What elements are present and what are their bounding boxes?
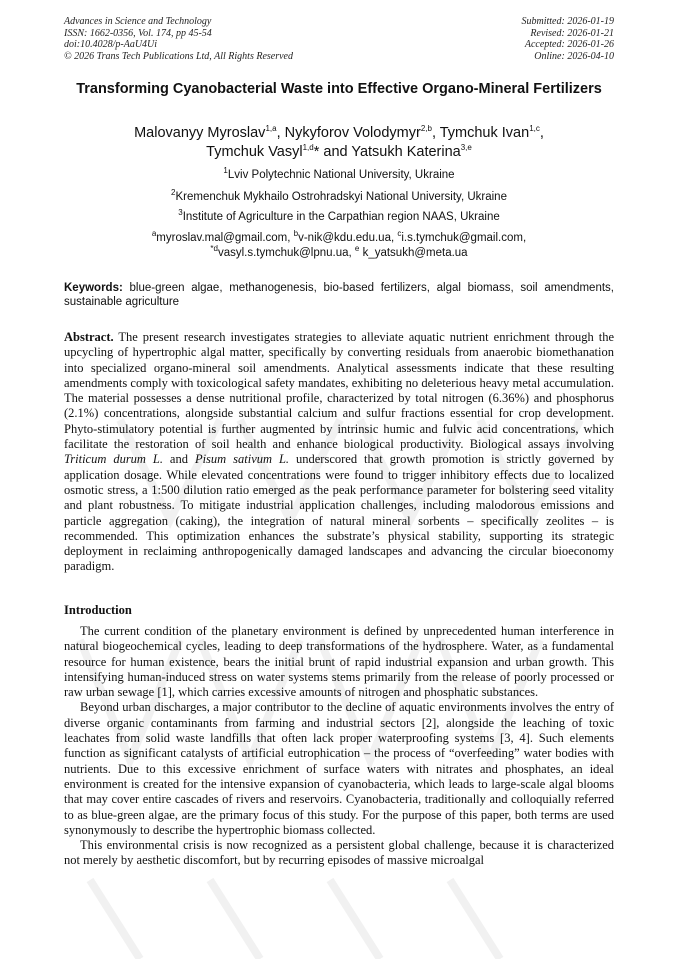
doi-line: doi:10.4028/p-AaU4Ui (64, 39, 158, 50)
abstract-block (64, 330, 614, 575)
affiliation-text: Lviv Polytechnic National University, Ukraine (227, 169, 455, 181)
email-mark: e (354, 244, 360, 254)
affiliation-number: 1 (223, 166, 228, 176)
author-name: Malovanyy Myroslav (134, 125, 266, 141)
paper-title: Transforming Cyanobacterial Waste into Effective Organo-Mineral Fertilizers (76, 81, 602, 97)
email-address[interactable]: k_yatsukh@meta.ua (359, 247, 468, 259)
affiliation (64, 190, 614, 204)
abstract-text: underscored that growth promotion is strictly governed by application dosage. While elevated concentrations were found to trigger inhibitory effects due to localized osmotic stress, a 1:500 dilution ratio emerged as the peak performance parameter for bolstering seed vitality and plant robustness. To mitigate industrial application challenges, including malodorous emissions and particle aggregation (caking), the integration of natural mineral sorbents – specifically zeolites – is recommended. This optimization enhances the substrate’s physical stability, supporting its strategic deployment in reclaiming anthropogenically damaged landscapes and advancing the circular bioeconomy paradigm. (64, 452, 614, 574)
keywords-text: blue-green algae, methanogenesis, bio-based fertilizers, algal biomass, soil amendments, sustainable agriculture (64, 282, 614, 308)
author-affiliation-mark: 1,c (529, 124, 540, 134)
email-mark: c (397, 229, 402, 239)
affiliation-number: 3 (178, 208, 183, 218)
author-separator: , (431, 125, 440, 141)
author-affiliation-mark: 1,d (302, 143, 314, 153)
journal-info (64, 16, 293, 62)
abstract-text: The present research investigates strategies to alleviate aquatic nutrient enrichment through the upcycling of hypertrophic algal matter, specifically by converting residuals from anaerobic biomethanation into specialized organo-mineral soil amendments. Analytical assessments indicate that these resulting amendments comply with toxicological safety mandates, exhibiting no deleterious heavy metal accumulation. The material possesses a dense nutritional profile, characterized by total nitrogen (6.36%) and phosphorus (2.1%) concentrations, alongside substantial calcium and sulfur fractions essential for crop development. Phyto-stimulatory potential is further augmented by intrinsic humic and fulvic acid concentrations, which facilitate the restoration of soil health and enhance biological productivity. Biological assays involving (64, 330, 614, 452)
author-list (64, 124, 614, 162)
author-separator: , (539, 125, 544, 141)
affiliation-number: 2 (171, 188, 176, 198)
author-affiliation-mark: 1,a (265, 124, 277, 134)
author-name: Yatsukh Katerina (351, 144, 461, 160)
copyright-line: © 2026 Trans Tech Publications Ltd, All Rights Reserved (64, 50, 293, 62)
body-paragraph: Beyond urban discharges, a major contributor to the decline of aquatic environments involves the entry of diverse organic contaminants from farming and industrial sectors [2], alongside the leaching of toxic leachates from solid waste landfills that often lack proper waterproofing systems [3, 4]. Such elements function as significant catalysts of artificial eutrophication – the process of “overfeeding” water bodies with nutrients. Due to this excessive enrichment of surface waters with nitrates and phosphates, an ideal environment is created for the intensive expansion of cyanobacteria, which leads to large-scale algal blooms that may cover entire cascades of rivers and reservoirs. Cyanobacteria, traditionally and colloquially referred to as blue-green algae, are the primary focus of this study. For the purpose of this paper, both terms are used synonymously to describe the hypertrophic biomass collected. (64, 700, 614, 837)
keywords-label: Keywords: (64, 282, 123, 294)
email-address[interactable]: vasyl.s.tymchuk@lpnu.ua, (217, 247, 355, 259)
publication-dates (522, 16, 615, 62)
accepted-date: Accepted: 2026-01-26 (524, 39, 614, 50)
email-address[interactable]: i.s.tymchuk@gmail.com, (401, 232, 527, 244)
author-name: Nykyforov Volodymyr (284, 125, 421, 141)
email-mark: *d (210, 244, 218, 254)
abstract-label: Abstract. (64, 330, 114, 344)
journal-name: Advances in Science and Technology (64, 16, 212, 27)
affiliation-text: Institute of Agriculture in the Carpathian region NAAS, Ukraine (182, 211, 500, 223)
body-paragraph: This environmental crisis is now recognized as a persistent global challenge, because it is characterized not merely by aesthetic discomfort, but by recurring episodes of massive microalgal (64, 838, 614, 868)
abstract-text: and (162, 452, 195, 467)
email-mark: b (293, 229, 299, 239)
section-heading: Introduction (64, 603, 132, 617)
introduction-body (64, 624, 614, 869)
revised-date: Revised: 2026-01-21 (530, 27, 614, 39)
affiliation (64, 168, 614, 182)
author-separator: , (276, 125, 285, 141)
online-date: Online: 2026-04-10 (534, 50, 614, 62)
submitted-date: Submitted: 2026-01-19 (521, 16, 614, 27)
author-emails (64, 231, 614, 261)
author-affiliation-mark: 3,e (460, 143, 472, 153)
author-affiliation-mark: 2,b (420, 124, 432, 134)
affiliation (64, 210, 614, 224)
species-name: Pisum sativum L. (194, 452, 290, 467)
author-name: Tymchuk Vasyl (206, 144, 303, 160)
author-name: Tymchuk Ivan (439, 125, 530, 141)
keywords-block (64, 282, 614, 309)
affiliation-text: Kremenchuk Mykhailo Ostrohradskyi National University, Ukraine (175, 191, 507, 203)
issn-line: ISSN: 1662-0356, Vol. 174, pp 45-54 (64, 27, 212, 39)
corresponding-mark: * and (313, 144, 352, 160)
email-mark: a (151, 229, 157, 239)
species-name: Triticum durum L. (64, 452, 163, 467)
email-address[interactable]: myroslav.mal@gmail.com, (156, 232, 294, 244)
email-address[interactable]: v-nik@kdu.edu.ua, (298, 232, 398, 244)
body-paragraph: The current condition of the planetary environment is defined by unprecedented human interference in natural biogeochemical cycles, leading to deep transformations of the hydrosphere. Water, as a fundamental resource for human existence, bears the initial brunt of rapid industrial expansion and urban growth. This intensifying human-induced stress on water systems stems primarily from the release of poorly processed or raw urban sewage [1], which carries excessive amounts of nitrogen and phosphatic substances. (64, 624, 614, 700)
